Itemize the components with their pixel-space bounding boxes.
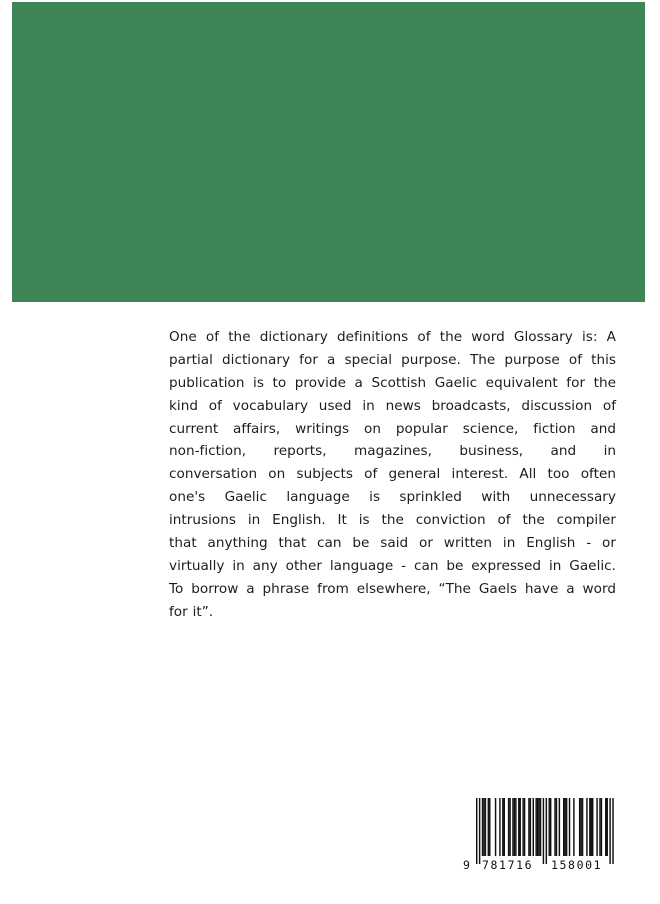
barcode-guard-bar	[476, 798, 477, 864]
barcode-bar	[528, 798, 529, 856]
barcode-bar	[524, 798, 525, 856]
barcode-bar	[580, 798, 581, 856]
blurb-line: one's Gaelic language is sprinkled with unnecessary	[169, 489, 616, 506]
barcode-bar	[589, 798, 590, 856]
barcode-bar	[607, 798, 608, 856]
barcode-bar	[504, 798, 505, 856]
barcode-bar	[596, 798, 597, 856]
barcode-guard-bar	[612, 798, 613, 864]
barcode-digits	[461, 858, 618, 874]
blurb-line: publication is to provide a Scottish Gaelic equivalent for the	[169, 374, 616, 391]
barcode-bar	[573, 798, 574, 856]
blurb-line: that anything that can be said or written in English - or	[169, 535, 616, 552]
cover-color-band	[12, 2, 645, 302]
isbn-barcode	[461, 795, 618, 877]
barcode-guard-bar	[546, 798, 547, 864]
barcode-bar	[554, 798, 555, 856]
barcode-guard-bar	[609, 798, 610, 864]
blurb-line: intrusions in English. It is the conviction of the compiler	[169, 512, 616, 529]
barcode-first-digit: 9	[463, 858, 470, 872]
barcode-bar	[495, 798, 496, 856]
barcode-guard-bar	[479, 798, 480, 864]
barcode-bar	[482, 798, 483, 856]
barcode-bar	[569, 798, 570, 856]
blurb-line: kind of vocabulary used in news broadcasts, discussion of	[169, 397, 616, 414]
barcode-bar	[535, 798, 536, 856]
barcode-bar	[512, 798, 513, 856]
barcode-bar	[540, 798, 541, 856]
barcode-bar	[582, 798, 583, 856]
blurb-line: One of the dictionary definitions of the word Glossary is: A	[169, 329, 616, 345]
barcode-bar	[599, 798, 600, 856]
barcode-bar	[489, 798, 490, 856]
barcode-bar	[549, 798, 550, 856]
barcode-bar	[550, 798, 551, 856]
barcode-bar	[488, 798, 489, 856]
barcode-bar	[563, 798, 564, 856]
barcode-bar	[508, 798, 509, 856]
barcode-bar	[586, 798, 587, 856]
barcode-bar	[499, 798, 500, 856]
barcode-bar	[533, 798, 534, 856]
barcode-bar	[483, 798, 484, 856]
barcode-bar	[515, 798, 516, 856]
barcode-bar	[601, 798, 602, 856]
barcode-right-group: 158001	[551, 858, 603, 872]
barcode-bar	[485, 798, 486, 856]
barcode-bar	[564, 798, 565, 856]
barcode-bar	[518, 798, 519, 856]
barcode-bar	[592, 798, 593, 856]
barcode-bar	[591, 798, 592, 856]
barcode-bar	[520, 798, 521, 856]
blurb-line: conversation on subjects of general interest. All too often	[169, 466, 616, 483]
barcode-bar	[530, 798, 531, 856]
blurb-line: To borrow a phrase from elsewhere, “The Gaels have a word	[169, 580, 616, 597]
blurb-line: for it”.	[169, 603, 214, 620]
blurb-line: partial dictionary for a special purpose. The purpose of this	[169, 351, 616, 368]
barcode-left-group: 781716	[482, 858, 534, 872]
barcode-bar	[538, 798, 539, 856]
blurb-line: virtually in any other language - can be expressed in Gaelic.	[169, 557, 616, 574]
barcode-guard-bar	[543, 798, 544, 864]
back-cover-blurb	[169, 326, 616, 624]
barcode-bar	[566, 798, 567, 856]
barcode-bar	[502, 798, 503, 856]
blurb-line: non-fiction, reports, magazines, business, and in	[169, 443, 616, 460]
barcode-bar	[605, 798, 606, 856]
barcode-bar	[537, 798, 538, 856]
barcode-bar	[559, 798, 560, 856]
barcode-bar	[579, 798, 580, 856]
barcode-bar	[514, 798, 515, 856]
blurb-line: current affairs, writings on popular science, fiction and	[169, 420, 616, 437]
barcode-bar	[509, 798, 510, 856]
barcode-bar	[556, 798, 557, 856]
barcode-bar	[522, 798, 523, 856]
